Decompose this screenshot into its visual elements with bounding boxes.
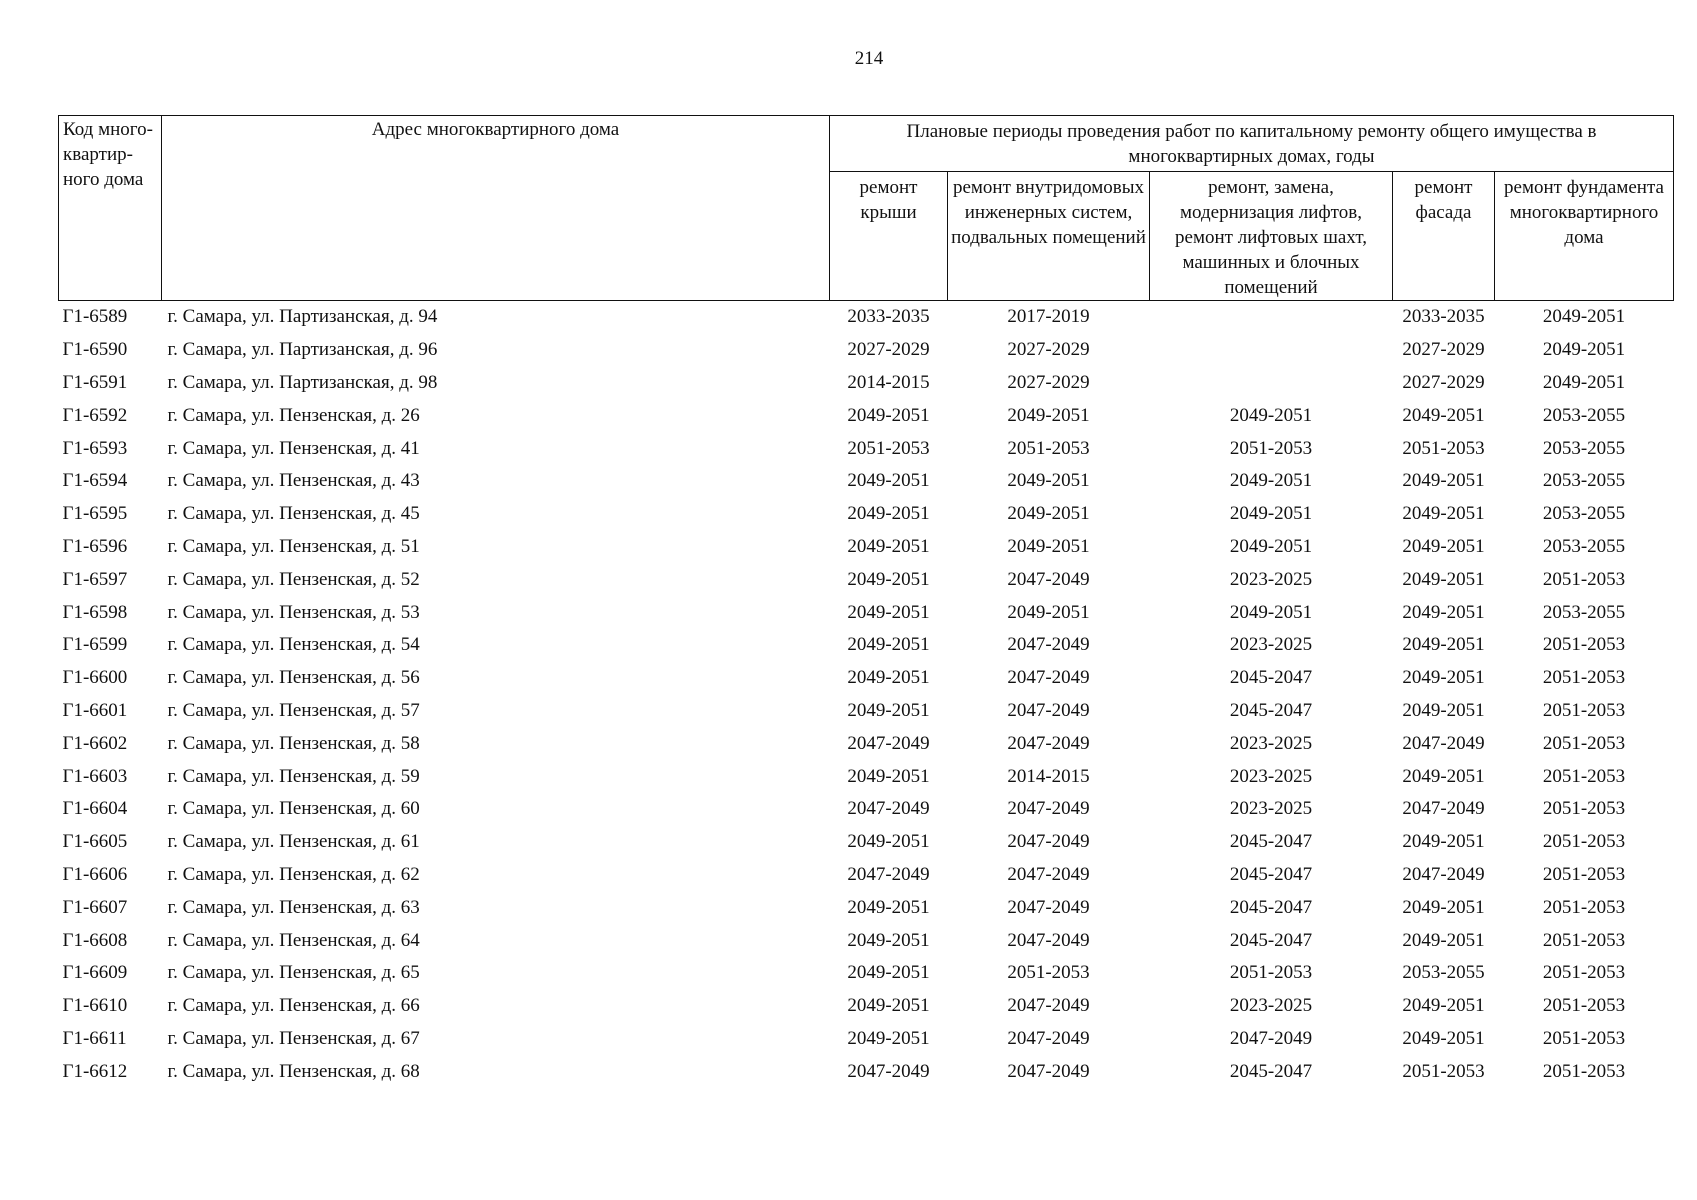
cell-elevators: 2023-2025 [1229,798,1313,820]
cell-code: Г1-6596 [62,535,128,557]
cell-code: Г1-6597 [62,568,128,590]
cell-roof: 2047-2049 [847,798,930,820]
cell-foundation: 2053-2055 [1542,404,1626,426]
table-row [59,563,1674,596]
cell-facade: 2049-2051 [1402,601,1485,623]
table-row [59,531,1674,564]
cell-address: г. Самара, ул. Партизанская, д. 98 [167,371,438,393]
cell-facade: 2047-2049 [1402,732,1485,754]
cell-roof: 2049-2051 [847,831,930,853]
table-row [59,432,1674,465]
cell-elevators: 2051-2053 [1229,437,1313,459]
cell-foundation: 2051-2053 [1542,568,1626,590]
table-row [59,990,1674,1023]
cell-facade: 2049-2051 [1402,995,1485,1017]
table-row [59,727,1674,760]
cell-foundation: 2051-2053 [1542,699,1626,721]
cell-address: г. Самара, ул. Пензенская, д. 54 [167,634,420,656]
cell-facade: 2049-2051 [1402,1027,1485,1049]
cell-elevators: 2023-2025 [1229,568,1313,590]
cell-address: г. Самара, ул. Пензенская, д. 60 [167,798,420,820]
table-header [59,116,1674,301]
table-row [59,826,1674,859]
table-row [59,793,1674,826]
cell-foundation: 2051-2053 [1542,863,1626,885]
cell-address: г. Самара, ул. Пензенская, д. 58 [167,732,420,754]
cell-address: г. Самара, ул. Пензенская, д. 62 [167,863,420,885]
cell-address: г. Самара, ул. Пензенская, д. 59 [167,765,420,787]
cell-foundation: 2053-2055 [1542,601,1626,623]
cell-engineering: 2047-2049 [1007,929,1090,951]
cell-engineering: 2049-2051 [1007,601,1090,623]
cell-elevators: 2023-2025 [1229,995,1313,1017]
cell-elevators: 2045-2047 [1229,896,1313,918]
cell-roof: 2049-2051 [847,535,930,557]
cell-address: г. Самара, ул. Пензенская, д. 63 [167,896,420,918]
cell-code: Г1-6590 [62,339,128,361]
cell-code: Г1-6612 [62,1060,128,1082]
cell-engineering: 2049-2051 [1007,470,1090,492]
cell-code: Г1-6600 [62,667,128,689]
cell-roof: 2049-2051 [847,995,930,1017]
cell-elevators: 2049-2051 [1229,404,1313,426]
cell-engineering: 2047-2049 [1007,995,1090,1017]
cell-engineering: 2047-2049 [1007,831,1090,853]
cell-elevators: 2045-2047 [1229,667,1313,689]
cell-foundation: 2051-2053 [1542,634,1626,656]
cell-elevators: 2045-2047 [1229,831,1313,853]
header-roof: ремонт крыши [830,172,948,301]
cell-engineering: 2017-2019 [1007,306,1090,328]
cell-facade: 2033-2035 [1402,306,1485,328]
cell-address: г. Самара, ул. Пензенская, д. 53 [167,601,420,623]
cell-facade: 2049-2051 [1402,667,1485,689]
cell-code: Г1-6604 [62,798,128,820]
table-row [59,924,1674,957]
cell-foundation: 2051-2053 [1542,765,1626,787]
cell-roof: 2049-2051 [847,765,930,787]
table-row [59,498,1674,531]
cell-address: г. Самара, ул. Пензенская, д. 56 [167,667,420,689]
table-body [59,301,1674,1089]
cell-roof: 2049-2051 [847,568,930,590]
cell-code: Г1-6603 [62,765,128,787]
cell-engineering: 2047-2049 [1007,568,1090,590]
cell-code: Г1-6601 [62,699,128,721]
cell-engineering: 2051-2053 [1007,962,1090,984]
cell-elevators: 2049-2051 [1229,601,1313,623]
cell-address: г. Самара, ул. Пензенская, д. 51 [167,535,420,557]
cell-address: г. Самара, ул. Пензенская, д. 65 [167,962,420,984]
header-elevators: ремонт, замена, модернизация лифтов, ремонт лифтовых шахт, машинных и блочных помещений [1150,172,1393,301]
cell-code: Г1-6602 [62,732,128,754]
cell-code: Г1-6599 [62,634,128,656]
cell-code: Г1-6605 [62,831,128,853]
cell-engineering: 2014-2015 [1007,765,1090,787]
cell-address: г. Самара, ул. Партизанская, д. 94 [167,306,438,328]
cell-address: г. Самара, ул. Пензенская, д. 52 [167,568,420,590]
cell-facade: 2049-2051 [1402,699,1485,721]
cell-facade: 2049-2051 [1402,568,1485,590]
cell-engineering: 2047-2049 [1007,1060,1090,1082]
cell-address: г. Самара, ул. Пензенская, д. 26 [167,404,420,426]
cell-engineering: 2047-2049 [1007,699,1090,721]
table-row [59,367,1674,400]
cell-engineering: 2047-2049 [1007,798,1090,820]
cell-code: Г1-6593 [62,437,128,459]
cell-code: Г1-6607 [62,896,128,918]
header-address: Адрес многоквартирного дома [162,116,830,301]
cell-engineering: 2027-2029 [1007,371,1090,393]
cell-roof: 2049-2051 [847,404,930,426]
cell-address: г. Самара, ул. Пензенская, д. 41 [167,437,420,459]
cell-elevators [1150,367,1393,400]
cell-engineering: 2047-2049 [1007,1027,1090,1049]
cell-elevators: 2045-2047 [1229,1060,1313,1082]
cell-elevators: 2047-2049 [1229,1027,1313,1049]
cell-address: г. Самара, ул. Партизанская, д. 96 [167,339,438,361]
table-row [59,695,1674,728]
cell-roof: 2049-2051 [847,699,930,721]
table-row [59,760,1674,793]
cell-engineering: 2051-2053 [1007,437,1090,459]
cell-elevators: 2045-2047 [1229,929,1313,951]
cell-facade: 2051-2053 [1402,1060,1485,1082]
cell-engineering: 2047-2049 [1007,634,1090,656]
cell-engineering: 2047-2049 [1007,732,1090,754]
cell-facade: 2053-2055 [1402,962,1485,984]
cell-engineering: 2047-2049 [1007,896,1090,918]
cell-code: Г1-6592 [62,404,128,426]
cell-engineering: 2027-2029 [1007,339,1090,361]
page-number: 214 [854,48,884,69]
cell-elevators: 2045-2047 [1229,699,1313,721]
cell-code: Г1-6595 [62,503,128,525]
cell-elevators: 2045-2047 [1229,863,1313,885]
cell-roof: 2049-2051 [847,929,930,951]
cell-foundation: 2051-2053 [1542,1027,1626,1049]
table-row [59,596,1674,629]
table-row [59,1055,1674,1088]
cell-code: Г1-6611 [62,1027,127,1049]
cell-roof: 2033-2035 [847,306,930,328]
cell-elevators: 2049-2051 [1229,535,1313,557]
cell-code: Г1-6589 [62,306,128,328]
cell-foundation: 2049-2051 [1542,371,1626,393]
cell-elevators [1150,334,1393,367]
table-row [59,1023,1674,1056]
cell-facade: 2049-2051 [1402,831,1485,853]
cell-foundation: 2051-2053 [1542,962,1626,984]
cell-facade: 2051-2053 [1402,437,1485,459]
cell-address: г. Самара, ул. Пензенская, д. 45 [167,503,420,525]
cell-code: Г1-6610 [62,995,128,1017]
cell-facade: 2049-2051 [1402,535,1485,557]
table-row [59,957,1674,990]
cell-foundation: 2051-2053 [1542,1060,1626,1082]
cell-facade: 2049-2051 [1402,896,1485,918]
cell-facade: 2027-2029 [1402,371,1485,393]
header-engineering: ремонт внутридомовых инженерных систем, подвальных помещений [948,172,1150,301]
cell-facade: 2049-2051 [1402,404,1485,426]
cell-engineering: 2049-2051 [1007,535,1090,557]
cell-engineering: 2049-2051 [1007,404,1090,426]
cell-roof: 2049-2051 [847,896,930,918]
cell-roof: 2049-2051 [847,962,930,984]
cell-foundation: 2051-2053 [1542,667,1626,689]
cell-code: Г1-6609 [62,962,128,984]
cell-engineering: 2047-2049 [1007,863,1090,885]
table-row [59,301,1674,334]
cell-foundation: 2053-2055 [1542,437,1626,459]
cell-code: Г1-6606 [62,863,128,885]
cell-elevators: 2023-2025 [1229,765,1313,787]
cell-address: г. Самара, ул. Пензенская, д. 67 [167,1027,420,1049]
cell-elevators: 2023-2025 [1229,634,1313,656]
cell-foundation: 2051-2053 [1542,831,1626,853]
cell-roof: 2049-2051 [847,634,930,656]
cell-address: г. Самара, ул. Пензенская, д. 68 [167,1060,420,1082]
cell-foundation: 2051-2053 [1542,995,1626,1017]
cell-foundation: 2051-2053 [1542,798,1626,820]
table-row [59,399,1674,432]
cell-roof: 2049-2051 [847,1027,930,1049]
cell-facade: 2049-2051 [1402,503,1485,525]
cell-engineering: 2047-2049 [1007,667,1090,689]
cell-foundation: 2051-2053 [1542,929,1626,951]
cell-roof: 2014-2015 [847,371,930,393]
cell-foundation: 2053-2055 [1542,535,1626,557]
cell-address: г. Самара, ул. Пензенская, д. 64 [167,929,420,951]
cell-facade: 2049-2051 [1402,765,1485,787]
cell-facade: 2047-2049 [1402,863,1485,885]
cell-facade: 2047-2049 [1402,798,1485,820]
cell-code: Г1-6594 [62,470,128,492]
capital-repair-table [58,115,1674,1088]
cell-roof: 2051-2053 [847,437,930,459]
header-code: Код много-квартир-ного дома [59,116,162,301]
cell-address: г. Самара, ул. Пензенская, д. 66 [167,995,420,1017]
cell-address: г. Самара, ул. Пензенская, д. 57 [167,699,420,721]
table-row [59,629,1674,662]
cell-elevators: 2049-2051 [1229,503,1313,525]
cell-roof: 2049-2051 [847,667,930,689]
cell-elevators: 2049-2051 [1229,470,1313,492]
cell-facade: 2049-2051 [1402,634,1485,656]
cell-code: Г1-6608 [62,929,128,951]
cell-foundation: 2053-2055 [1542,503,1626,525]
cell-foundation: 2049-2051 [1542,306,1626,328]
cell-roof: 2047-2049 [847,732,930,754]
cell-elevators [1150,301,1393,334]
cell-foundation: 2053-2055 [1542,470,1626,492]
cell-elevators: 2023-2025 [1229,732,1313,754]
cell-code: Г1-6591 [62,371,128,393]
cell-roof: 2027-2029 [847,339,930,361]
cell-elevators: 2051-2053 [1229,962,1313,984]
cell-facade: 2049-2051 [1402,470,1485,492]
table-row [59,859,1674,892]
table-row [59,465,1674,498]
cell-roof: 2047-2049 [847,1060,930,1082]
cell-address: г. Самара, ул. Пензенская, д. 43 [167,470,420,492]
cell-engineering: 2049-2051 [1007,503,1090,525]
cell-roof: 2049-2051 [847,470,930,492]
table-row [59,891,1674,924]
cell-code: Г1-6598 [62,601,128,623]
table-row [59,334,1674,367]
cell-roof: 2049-2051 [847,601,930,623]
cell-foundation: 2051-2053 [1542,732,1626,754]
cell-roof: 2049-2051 [847,503,930,525]
header-planned-periods: Плановые периоды проведения работ по капитальному ремонту общего имущества в многоквартирных домах, годы [830,116,1674,172]
cell-roof: 2047-2049 [847,863,930,885]
cell-foundation: 2049-2051 [1542,339,1626,361]
cell-foundation: 2051-2053 [1542,896,1626,918]
cell-facade: 2049-2051 [1402,929,1485,951]
header-foundation: ремонт фундамента многоквартирного дома [1495,172,1674,301]
table-row [59,662,1674,695]
cell-facade: 2027-2029 [1402,339,1485,361]
header-facade: ремонт фасада [1393,172,1495,301]
cell-address: г. Самара, ул. Пензенская, д. 61 [167,831,420,853]
